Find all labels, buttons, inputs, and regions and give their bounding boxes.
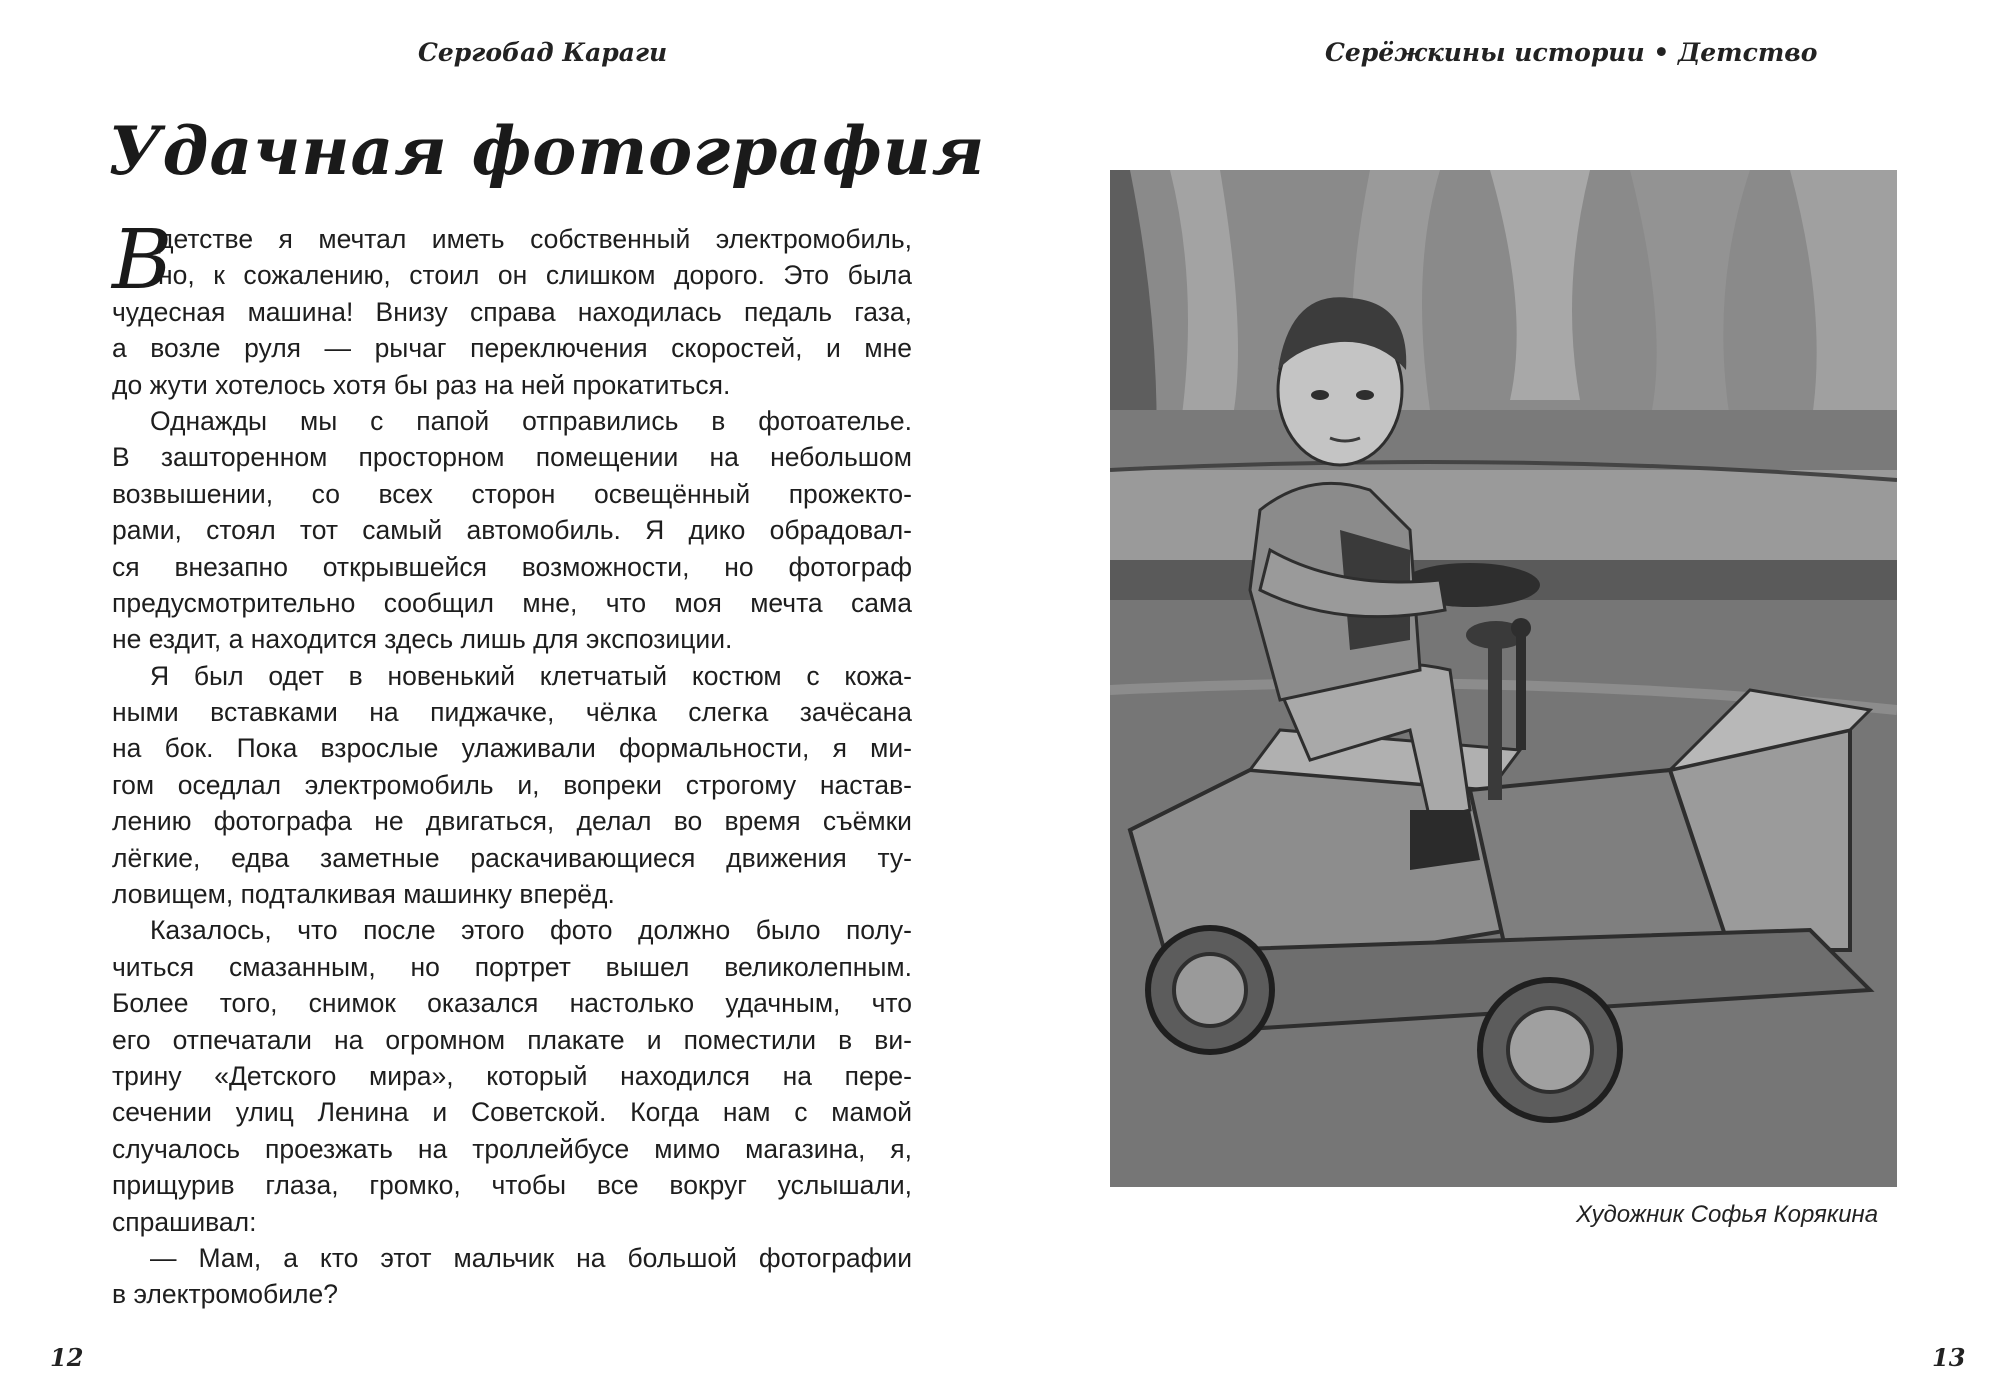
text-line: гом оседлал электромобиль и, вопреки строгому настав- [112,769,912,800]
page-number-right: 13 [1932,1343,1966,1372]
text-line: но, к сожалению, стоил он слишком дорого. Это была [158,260,912,291]
text-line: детстве я мечтал иметь собственный электромобиль, [158,224,912,254]
running-head-author: Сергобад Караги [418,38,668,67]
text-line: лёгкие, едва заметные раскачивающиеся движения ту- [112,842,912,873]
paragraph-3 [112,658,912,913]
running-head-series: Серёжкины истории • Детство [1325,38,1818,67]
text-line: в электромобиле? [112,1279,338,1310]
text-line: его отпечатали на огромном плакате и поместили в ви- [112,1024,912,1055]
illustration-caption: Художник Софья Корякина [1576,1201,1879,1228]
text-line: В зашторенном просторном помещении на небольшом [112,442,912,473]
paragraph-4 [112,912,912,1240]
text-line: рами, стоял тот самый автомобиль. Я дико обрадовал- [112,515,912,546]
text-line: ся внезапно открывшейся возможности, но фотограф [112,551,912,582]
text-line: сечении улиц Ленина и Советской. Когда нам с мамой [112,1097,912,1128]
text-line: ными вставками на пиджачке, чёлка слегка зачёсана [112,697,912,728]
paragraph-1 [112,213,912,403]
boy-in-toy-car-illustration [1110,170,1897,1187]
page-number-left: 12 [50,1343,84,1372]
text-line: читься смазанным, но портрет вышел великолепным. [112,951,912,982]
text-line: случалось проезжать на троллейбусе мимо магазина, я, [112,1133,912,1164]
paragraph-2 [112,403,912,658]
text-line: а возле руля — рычаг переключения скоростей, и мне [112,333,912,364]
text-line: прищурив глаза, громко, чтобы все вокруг услышали, [112,1170,912,1201]
paragraph-5 [112,1240,912,1313]
text-line: предусмотрительно сообщил мне, что моя мечта сама [112,587,912,618]
text-line: Однажды мы с папой отправились в фотоателье. [150,405,912,436]
text-line: возвышении, со всех сторон освещённый прожекто- [112,478,912,509]
text-line: лению фотографа не двигаться, делал во время съёмки [112,806,912,837]
text-line: — Мам, а кто этот мальчик на большой фотографии [150,1242,912,1273]
text-line: Казалось, что после этого фото должно было полу- [150,915,912,946]
text-line: до жути хотелось хотя бы раз на ней прокатиться. [112,369,731,400]
text-line: Более того, снимок оказался настолько удачным, что [112,988,912,1019]
text-line: ловищем, подталкивая машинку вперёд. [112,879,615,910]
text-line: спрашивал: [112,1206,257,1237]
text-line: не ездит, а находится здесь лишь для экспозиции. [112,624,733,655]
text-line: чудесная машина! Внизу справа находилась педаль газа, [112,296,912,327]
drop-cap-letter: В [112,213,173,308]
text-line: Я был одет в новенький клетчатый костюм с кожа- [150,660,912,691]
chapter-title: Удачная фотография [108,112,986,190]
story-text [112,213,912,1313]
text-line: на бок. Пока взрослые улаживали формальности, я ми- [112,733,912,764]
drawing-of-boy-in-toy-electric-car-icon [1110,170,1897,1187]
text-line: трину «Детского мира», который находился на пере- [112,1060,912,1091]
